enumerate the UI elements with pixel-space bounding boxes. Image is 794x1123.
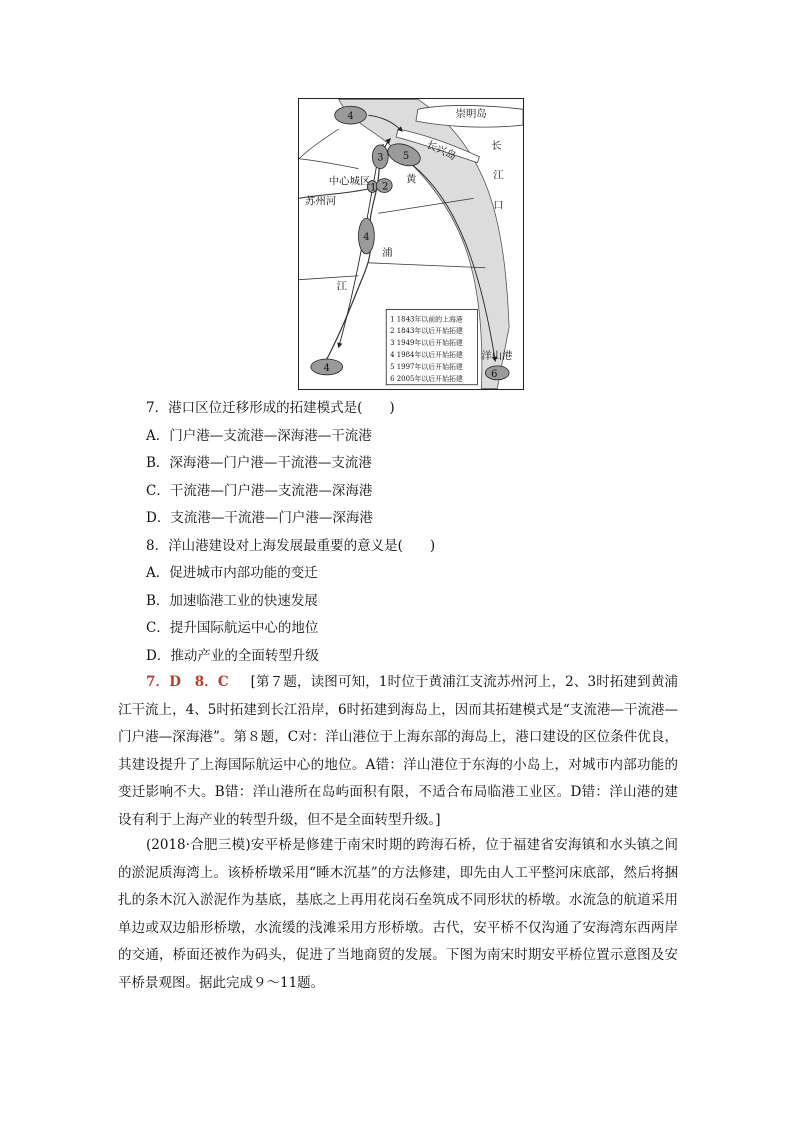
place-jiang: 江 bbox=[493, 169, 504, 182]
label-6: 6 bbox=[491, 368, 498, 380]
legend-item: 1 1843年以前的上海港 bbox=[390, 315, 463, 324]
place-suzhouhe: 苏州河 bbox=[304, 195, 337, 208]
place-yangshan: 洋山港 bbox=[481, 349, 513, 362]
legend-item: 4 1984年以后开始拓建 bbox=[390, 350, 463, 359]
legend-item: 2 1843年以后开始拓建 bbox=[390, 327, 463, 336]
q8-stem: 8．洋山港建设对上海发展最重要的意义是( ) bbox=[146, 538, 436, 554]
place-chongming: 崇明岛 bbox=[455, 108, 487, 121]
answer-key: 7．D 8．C bbox=[146, 674, 229, 690]
label-1: 1 bbox=[370, 182, 377, 194]
q7-option-d: D．支流港—干流港—门户港—深海港 bbox=[146, 510, 373, 526]
q8-option-a: A．促进城市内部功能的变迁 bbox=[146, 565, 318, 581]
place-pu: 浦 bbox=[382, 246, 393, 259]
q8-option-b: B．加速临港工业的快速发展 bbox=[146, 593, 318, 609]
place-huang: 黄 bbox=[406, 173, 417, 186]
q7-stem: 7．港口区位迁移形成的拓建模式是( ) bbox=[146, 400, 395, 416]
q7-option-b: B．深海港—门户港—干流港—支流港 bbox=[146, 455, 372, 471]
answer-explanation bbox=[118, 669, 678, 834]
place-center: 中心城区 bbox=[328, 175, 371, 188]
place-changxing: 长兴岛 bbox=[424, 138, 458, 163]
q7-option-c: C．干流港—门户港—支流港—深海港 bbox=[146, 483, 373, 499]
label-5: 5 bbox=[402, 150, 410, 162]
place-chang: 长 bbox=[491, 139, 502, 152]
legend-item: 5 1997年以后开始拓建 bbox=[390, 362, 463, 371]
passage-9-11: (2018·合肥三模)安平桥是修建于南宋时期的跨海石桥，位于福建省安海镇和水头镇之间的淤泥质海湾上。该桥桥墩采用“睡木沉基”的方法修建，即先由人工平整河床底部，然后将捆扎的条木沉入淤泥作为基底，基底之上再用花岗石垒筑成不同形状的桥墩。水流急的航道采用单边或双边船形桥墩，水流缓的浅滩采用方形桥墩。古代，安平桥不仅沟通了安海湾东西两岸的交通，桥面还被作为码头，促进了当地商贸的发展。下图为南宋时期安平桥位置示意图及安平桥景观图。据此完成９～11题。 bbox=[118, 837, 678, 991]
place-kou: 口 bbox=[493, 199, 504, 212]
place-jiang2: 江 bbox=[336, 280, 348, 293]
q8-option-c: C．提升国际航运中心的地位 bbox=[146, 620, 319, 636]
q8-option-d: D．推动产业的全面转型升级 bbox=[146, 648, 319, 664]
legend-item: 6 2005年以后开始拓建 bbox=[390, 374, 463, 383]
label-4m: 4 bbox=[363, 232, 370, 244]
label-3: 3 bbox=[377, 152, 384, 164]
shanghai-port-map bbox=[298, 98, 524, 390]
legend-item: 3 1949年以后开始拓建 bbox=[390, 339, 463, 348]
answer-text: [第７题，读图可知，1时位于黄浦江支流苏州河上，2、3时拓建到黄浦江干流上，4、5时拓建到长江沿岸，6时拓建到海岛上，因而其拓建模式是“支流港—干流港—门户港—深海港”。第８题，C对：洋山港位于上海东部的海岛上，港口建设的区位条件优良，其建设提升了上海国际航运中心的地位。A错：洋山港位于东海的小岛上，对城市内部功能的变迁影响不大。B错：洋山港所在岛屿面积有限，不适合布局临港工业区。D错：洋山港的建设有利于上海产业的转型升级，但不是全面转型升级。] bbox=[118, 674, 678, 828]
label-4n: 4 bbox=[347, 111, 354, 123]
label-2: 2 bbox=[382, 181, 389, 193]
q7-option-a: A．门户港—支流港—深海港—干流港 bbox=[146, 428, 372, 444]
label-4s: 4 bbox=[323, 362, 330, 374]
